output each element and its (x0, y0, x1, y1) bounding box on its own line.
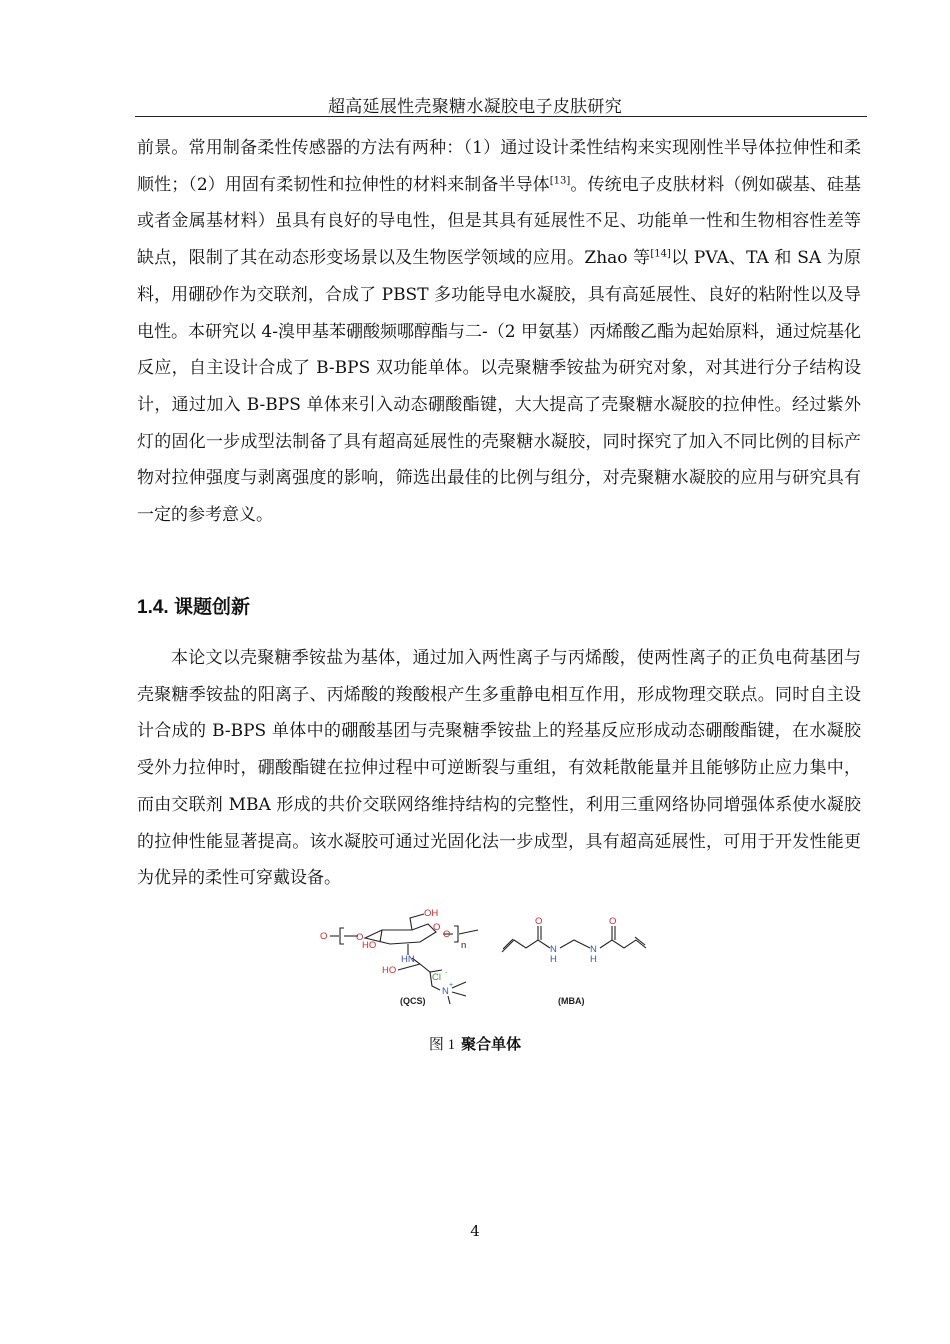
paragraph-1 (137, 130, 861, 534)
mba-bonds (502, 926, 646, 952)
mba-left-chain (502, 940, 550, 952)
n-methyl-3 (448, 996, 450, 1004)
right-o-methyl (459, 930, 478, 934)
page-number: 4 (470, 1222, 480, 1240)
chemical-structures (320, 900, 680, 1012)
mba-o-right: O (609, 916, 617, 927)
atom-n-quat: N (442, 986, 449, 997)
ho-bond (380, 930, 382, 942)
figure-number: 图 1 (428, 1037, 456, 1053)
mba-h-right: H (590, 954, 597, 965)
paragraph-1-part-1: 前景。常用制备柔性传感器的方法有两种：（1）通过设计柔性结构来实现刚性半导体拉伸性和柔顺性；（2）用固有柔韧性和拉伸性的材料来制备半导体 (137, 138, 861, 195)
qcs-label: (QCS) (400, 996, 426, 1006)
mba-o-left: O (535, 916, 543, 927)
repeat-n: n (461, 940, 467, 951)
mba-n-right: N (590, 944, 597, 955)
atom-o-ring: O (433, 922, 441, 933)
left-bracket (340, 928, 344, 944)
citation-14[interactable]: [14] (650, 248, 671, 260)
n-methyl-1 (452, 982, 466, 988)
header-rule (135, 116, 867, 117)
cl-minus: - (445, 970, 448, 977)
mba-h-left: H (550, 954, 557, 965)
mba-label: (MBA) (558, 996, 585, 1006)
mba-left-vinyl-double (503, 939, 513, 949)
paragraph-1-part-2: 。传统电子皮肤材料（例如碳基、硅基或者金属基材料）虽具有良好的导电性，但是其具有延展性不足、功能单一性和生物相容性差等缺点，限制了其在动态形变场景以及生物医学领域的应用。Zhao 等 (137, 174, 861, 269)
atom-o-right: O (443, 929, 451, 940)
qcs-atoms (320, 908, 466, 997)
citation-13[interactable]: [13] (549, 175, 571, 187)
section-heading: 1.4. 课题创新 (137, 597, 250, 618)
right-bracket (454, 926, 458, 942)
figure-title: 聚合单体 (461, 1036, 522, 1053)
paragraph-2: 本论文以壳聚糖季铵盐为基体，通过加入两性离子与丙烯酸，使两性离子的正负电荷基团与壳聚糖季铵盐的阳离子、丙烯酸的羧酸根产生多重静电相互作用，形成物理交联点。同时自主设计合成的 B-BPS 单体中的硼酸基团与壳聚糖季铵盐上的羟基反应形成动态硼酸酯键，在水凝胶受外力拉伸时，硼酸酯键在拉伸过程中可逆断裂与重组，有效耗散能量并且能够防止应力集中，而由交联剂 MBA 形成的共价交联网络维持结构的完整性，利用三重网络协同增强体系使水凝胶的拉伸性能显著提高。该水凝胶可通过光固化法一步成型，具有超高延展性，可用于开发性能更为优异的柔性可穿戴设备。 (137, 648, 861, 889)
atom-ho-ring: HO (362, 940, 377, 951)
atom-o-left: O (320, 931, 328, 942)
atom-hn: HN (401, 954, 415, 965)
figure-caption (0, 1033, 950, 1054)
atom-oh-top: OH (424, 908, 439, 919)
mba-n-left: N (550, 944, 557, 955)
running-header: 超高延展性壳聚糖水凝胶电子皮肤研究 (327, 97, 623, 117)
n-plus: + (449, 982, 454, 989)
mba-methylene (560, 940, 590, 948)
atom-ho-chain: HO (382, 965, 397, 976)
figure-monomers (320, 900, 680, 1012)
atom-o-glycosidic: O (356, 932, 364, 943)
mba-right-chain (600, 940, 646, 948)
n-methyl-2 (452, 992, 466, 996)
paragraph-1-part-3: 以 PVA、TA 和 SA 为原料，用硼砂作为交联剂，合成了 PBST 多功能导电水凝胶，具有高延展性、良好的粘附性以及导电性。本研究以 4-溴甲基苯硼酸频哪醇酯与二-（2 甲氨基）丙烯酸乙酯为起始原料，通过烷基化反应，自主设计合成了 B-BPS 双功能单体。以壳聚糖季铵盐为研究对象，对其进行分子结构设计，通过加入 B-BPS 单体来引入动态硼酸酯键，大大提高了壳聚糖水凝胶的拉伸性。经过紫外灯的固化一步成型法制备了具有超高延展性的壳聚糖水凝胶，同时探究了加入不同比例的目标产物对拉伸强度与剥离强度的影响，筛选出最佳的比例与组分，对壳聚糖水凝胶的应用与研究具有一定的参考意义。 (137, 248, 861, 526)
atom-cl: Cl (432, 972, 441, 983)
